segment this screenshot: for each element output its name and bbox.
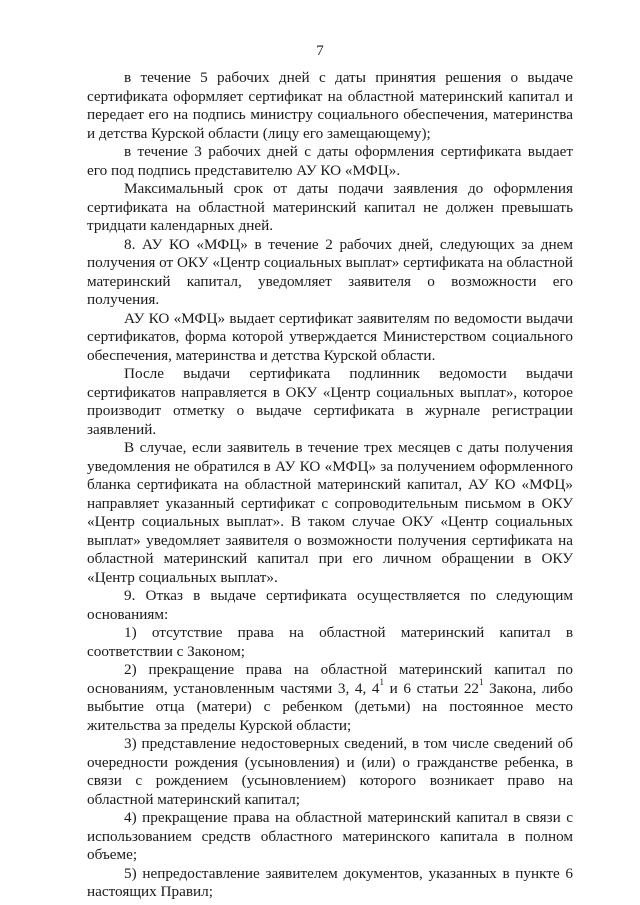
paragraph-item-8: 8. АУ КО «МФЦ» в течение 2 рабочих дней, следующих за днем получения от ОКУ «Центр социальных выплат» сертификата на областной материнский капитал, уведомляет заявителя о возможности его получения.	[87, 235, 573, 308]
paragraph-certificate-issuance: в течение 5 рабочих дней с даты принятия решения о выдаче сертификата оформляет сертификат на областной материнский капитал и передает его на подпись министру социального обеспечения, материнства и детства Курской области (лицу его замещающему);	[87, 69, 573, 142]
paragraph-unclaimed-certificate: В случае, если заявитель в течение трех месяцев с даты получения уведомления не обратился в АУ КО «МФЦ» за получением оформленного бланка сертификата на областной материнский капитал, АУ КО «МФЦ» направляет указанный сертификат с сопроводительным письмом в ОКУ «Центр социальных выплат». В таком случае ОКУ «Центр социальных выплат» уведомляет заявителя о возможности получения сертификата на областной материнский капитал при его личном обращении в ОКУ «Центр социальных выплат».	[87, 439, 573, 586]
paragraph-certificate-handover: в течение 3 рабочих дней с даты оформления сертификата выдает его под подпись представителю АУ КО «МФЦ».	[87, 143, 573, 179]
list-item-5: 5) непредоставление заявителем документов, указанных в пункте 6 настоящих Правил;	[87, 864, 573, 900]
list-item-2	[87, 661, 573, 735]
list-item-4: 4) прекращение права на областной материнский капитал в связи с использованием средств областного материнского капитала в полном объеме;	[87, 809, 573, 863]
list-item-2-text-before: 2) прекращение права на областной материнский капитал по основаниям, установленным частями 3, 4, 4	[87, 661, 573, 697]
superscript-2: 1	[479, 677, 484, 688]
document-body	[87, 69, 573, 902]
paragraph-statement-forwarding: После выдачи сертификата подлинник ведомости выдачи сертификатов направляется в ОКУ «Центр социальных выплат», которое производит отметку о выдаче сертификата в журнале регистрации заявлений.	[87, 365, 573, 438]
paragraph-issuance-statement: АУ КО «МФЦ» выдает сертификат заявителям по ведомости выдачи сертификатов, форма которой утверждается Министерством социального обеспечения, материнства и детства Курской области.	[87, 309, 573, 364]
list-item-3: 3) представление недостоверных сведений, в том числе сведений об очередности рождения (усыновления) и (или) о гражданстве ребенка, в связи с рождением (усыновлением) которого возникает право на областной материнский капитал;	[87, 735, 573, 808]
list-item-2-text-middle: и 6 статьи 22	[384, 679, 480, 697]
page-number: 7	[316, 43, 324, 59]
list-item-1: 1) отсутствие права на областной материнский капитал в соответствии с Законом;	[87, 624, 573, 660]
paragraph-maximum-term: Максимальный срок от даты подачи заявления до оформления сертификата на областной материнский капитал не должен превышать тридцати календарных дней.	[87, 180, 573, 234]
list-item-2-text-after: Закона, либо выбытие отца (матери) с ребенком (детьми) на постоянное место жительства за пределы Курской области;	[87, 679, 573, 734]
paragraph-item-9: 9. Отказ в выдаче сертификата осуществляется по следующим основаниям:	[87, 587, 573, 623]
superscript-1: 1	[379, 677, 385, 688]
